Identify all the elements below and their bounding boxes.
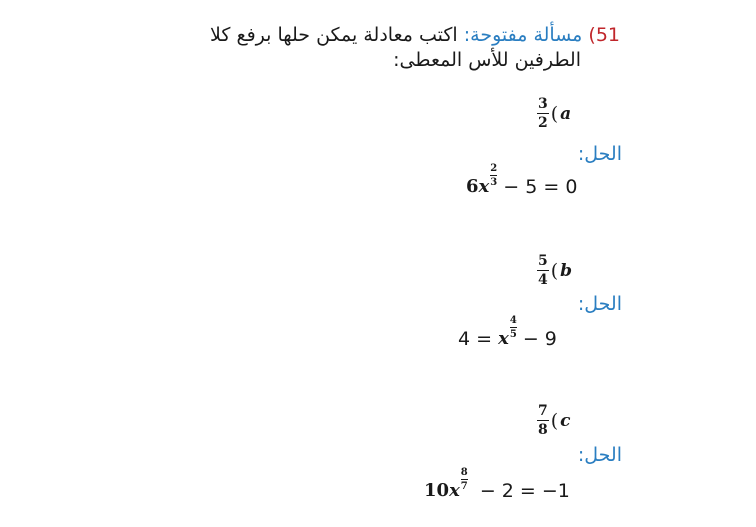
part-b-equation: 4 = x 4 5 − 9: [458, 315, 557, 350]
part-b-exponent: $\frac{5}{4}$: [538, 253, 548, 289]
part-a-letter: a: [560, 103, 572, 124]
part-a-solution-label: الحل:: [577, 143, 622, 165]
part-a-exponent: $\frac{3}{2}$: [538, 96, 548, 132]
problem-header: [210, 22, 620, 48]
part-b-given: $\frac{5}{4}$ ( b: [538, 253, 573, 289]
part-c-equation-exponent: 8 7: [460, 467, 468, 492]
problem-number: 51): [588, 24, 620, 46]
problem-text-line1: اكتب معادلة يمكن حلها برفع كلا: [210, 24, 458, 46]
part-a-given: $\frac{3}{2}$ ( a: [538, 96, 572, 132]
part-c-equation: 10 x 8 7 − 2 = −1: [424, 467, 570, 502]
part-b-letter: b: [560, 260, 573, 281]
part-a-equation: 6 x 2 3 − 5 = 0: [466, 163, 578, 198]
part-c-solution-label: الحل:: [577, 444, 622, 466]
problem-text-line2: الطرفين للأس المعطى:: [393, 49, 581, 71]
part-c-letter: c: [560, 410, 571, 431]
part-a-equation-exponent: 2 3: [490, 163, 498, 188]
part-c-given: $\frac{7}{8}$ ( c: [538, 403, 571, 439]
problem-label: مسألة مفتوحة:: [463, 24, 583, 46]
part-b-solution-label: الحل:: [577, 293, 622, 315]
part-b-equation-exponent: 4 5: [509, 315, 517, 340]
part-c-exponent: $\frac{7}{8}$: [538, 403, 548, 439]
